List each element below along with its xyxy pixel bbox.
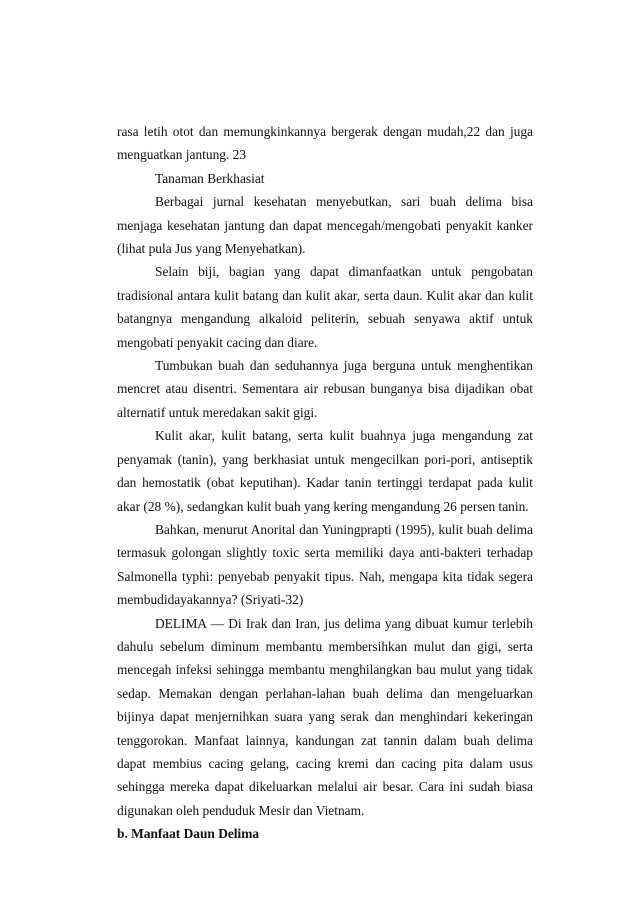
paragraph-continuation: rasa letih otot dan memungkinkannya bergerak dengan mudah,22 dan juga menguatkan jantung. 23 xyxy=(117,124,533,163)
paragraph-delima-irak-iran: DELIMA — Di Irak dan Iran, jus delima yang dibuat kumur terlebih dahulu sebelum diminum membantu membersihkan mulut dan gigi, serta mencegah infeksi sehingga membantu menghilangkan bau mulut yang tidak sedap. Memakan dengan perlahan-lahan buah delima dan mengeluarkan bijinya dapat menjernihkan suara yang serak dan menghindari kekeringan tenggorokan. Manfaat lainnya, kandungan zat tannin dalam buah delima dapat membius cacing gelang, cacing kremi dan cacing pita dalam usus sehingga mereka dapat dikeluarkan melalui air besar. Cara ini sudah biasa digunakan oleh penduduk Mesir dan Vietnam. xyxy=(117,615,533,818)
paragraph-anorital: Bahkan, menurut Anorital dan Yuningprapti (1995), kulit buah delima termasuk golongan slightly toxic serta memiliki daya anti-bakteri terhadap Salmonella typhi: penyebab penyakit tipus. Nah, mengapa kita tidak segera membudidayakannya? (Sriyati-32) xyxy=(117,521,533,608)
subheading-tanaman-berkhasiat: Tanaman Berkhasiat xyxy=(155,170,265,186)
paragraph-kulit-akar: Kulit akar, kulit batang, serta kulit buahnya juga mengandung zat penyamak (tanin), yang berkhasiat untuk mengecilkan pori-pori, antiseptik dan hemostatik (obat keputihan). Kadar tanin tertinggi terdapat pada kulit akar (28 %), sedangkan kulit buah yang kering mengandung 26 persen tanin. xyxy=(117,428,533,514)
paragraph-selain-biji: Selain biji, bagian yang dapat dimanfaatkan untuk pengobatan tradisional antara kulit batang dan kulit akar, serta daun. Kulit akar dan kulit batangnya mengandung alkaloid peliterin, sebuah senyawa aktif untuk mengobati penyakit cacing dan diare. xyxy=(117,264,533,350)
section-heading: b. Manfaat Daun Delima xyxy=(117,826,260,842)
paragraph-tumbukan-buah: Tumbukan buah dan seduhannya juga berguna untuk menghentikan mencret atau disentri. Sementara air rebusan bunganya bisa dijadikan obat alternatif untuk meredakan sakit gigi. xyxy=(117,358,533,420)
document-body xyxy=(117,120,533,846)
paragraph-jurnal-kesehatan: Berbagai jurnal kesehatan menyebutkan, sari buah delima bisa menjaga kesehatan jantung dan dapat mencegah/mengobati penyakit kanker (lihat pula Jus yang Menyehatkan). xyxy=(117,194,533,257)
